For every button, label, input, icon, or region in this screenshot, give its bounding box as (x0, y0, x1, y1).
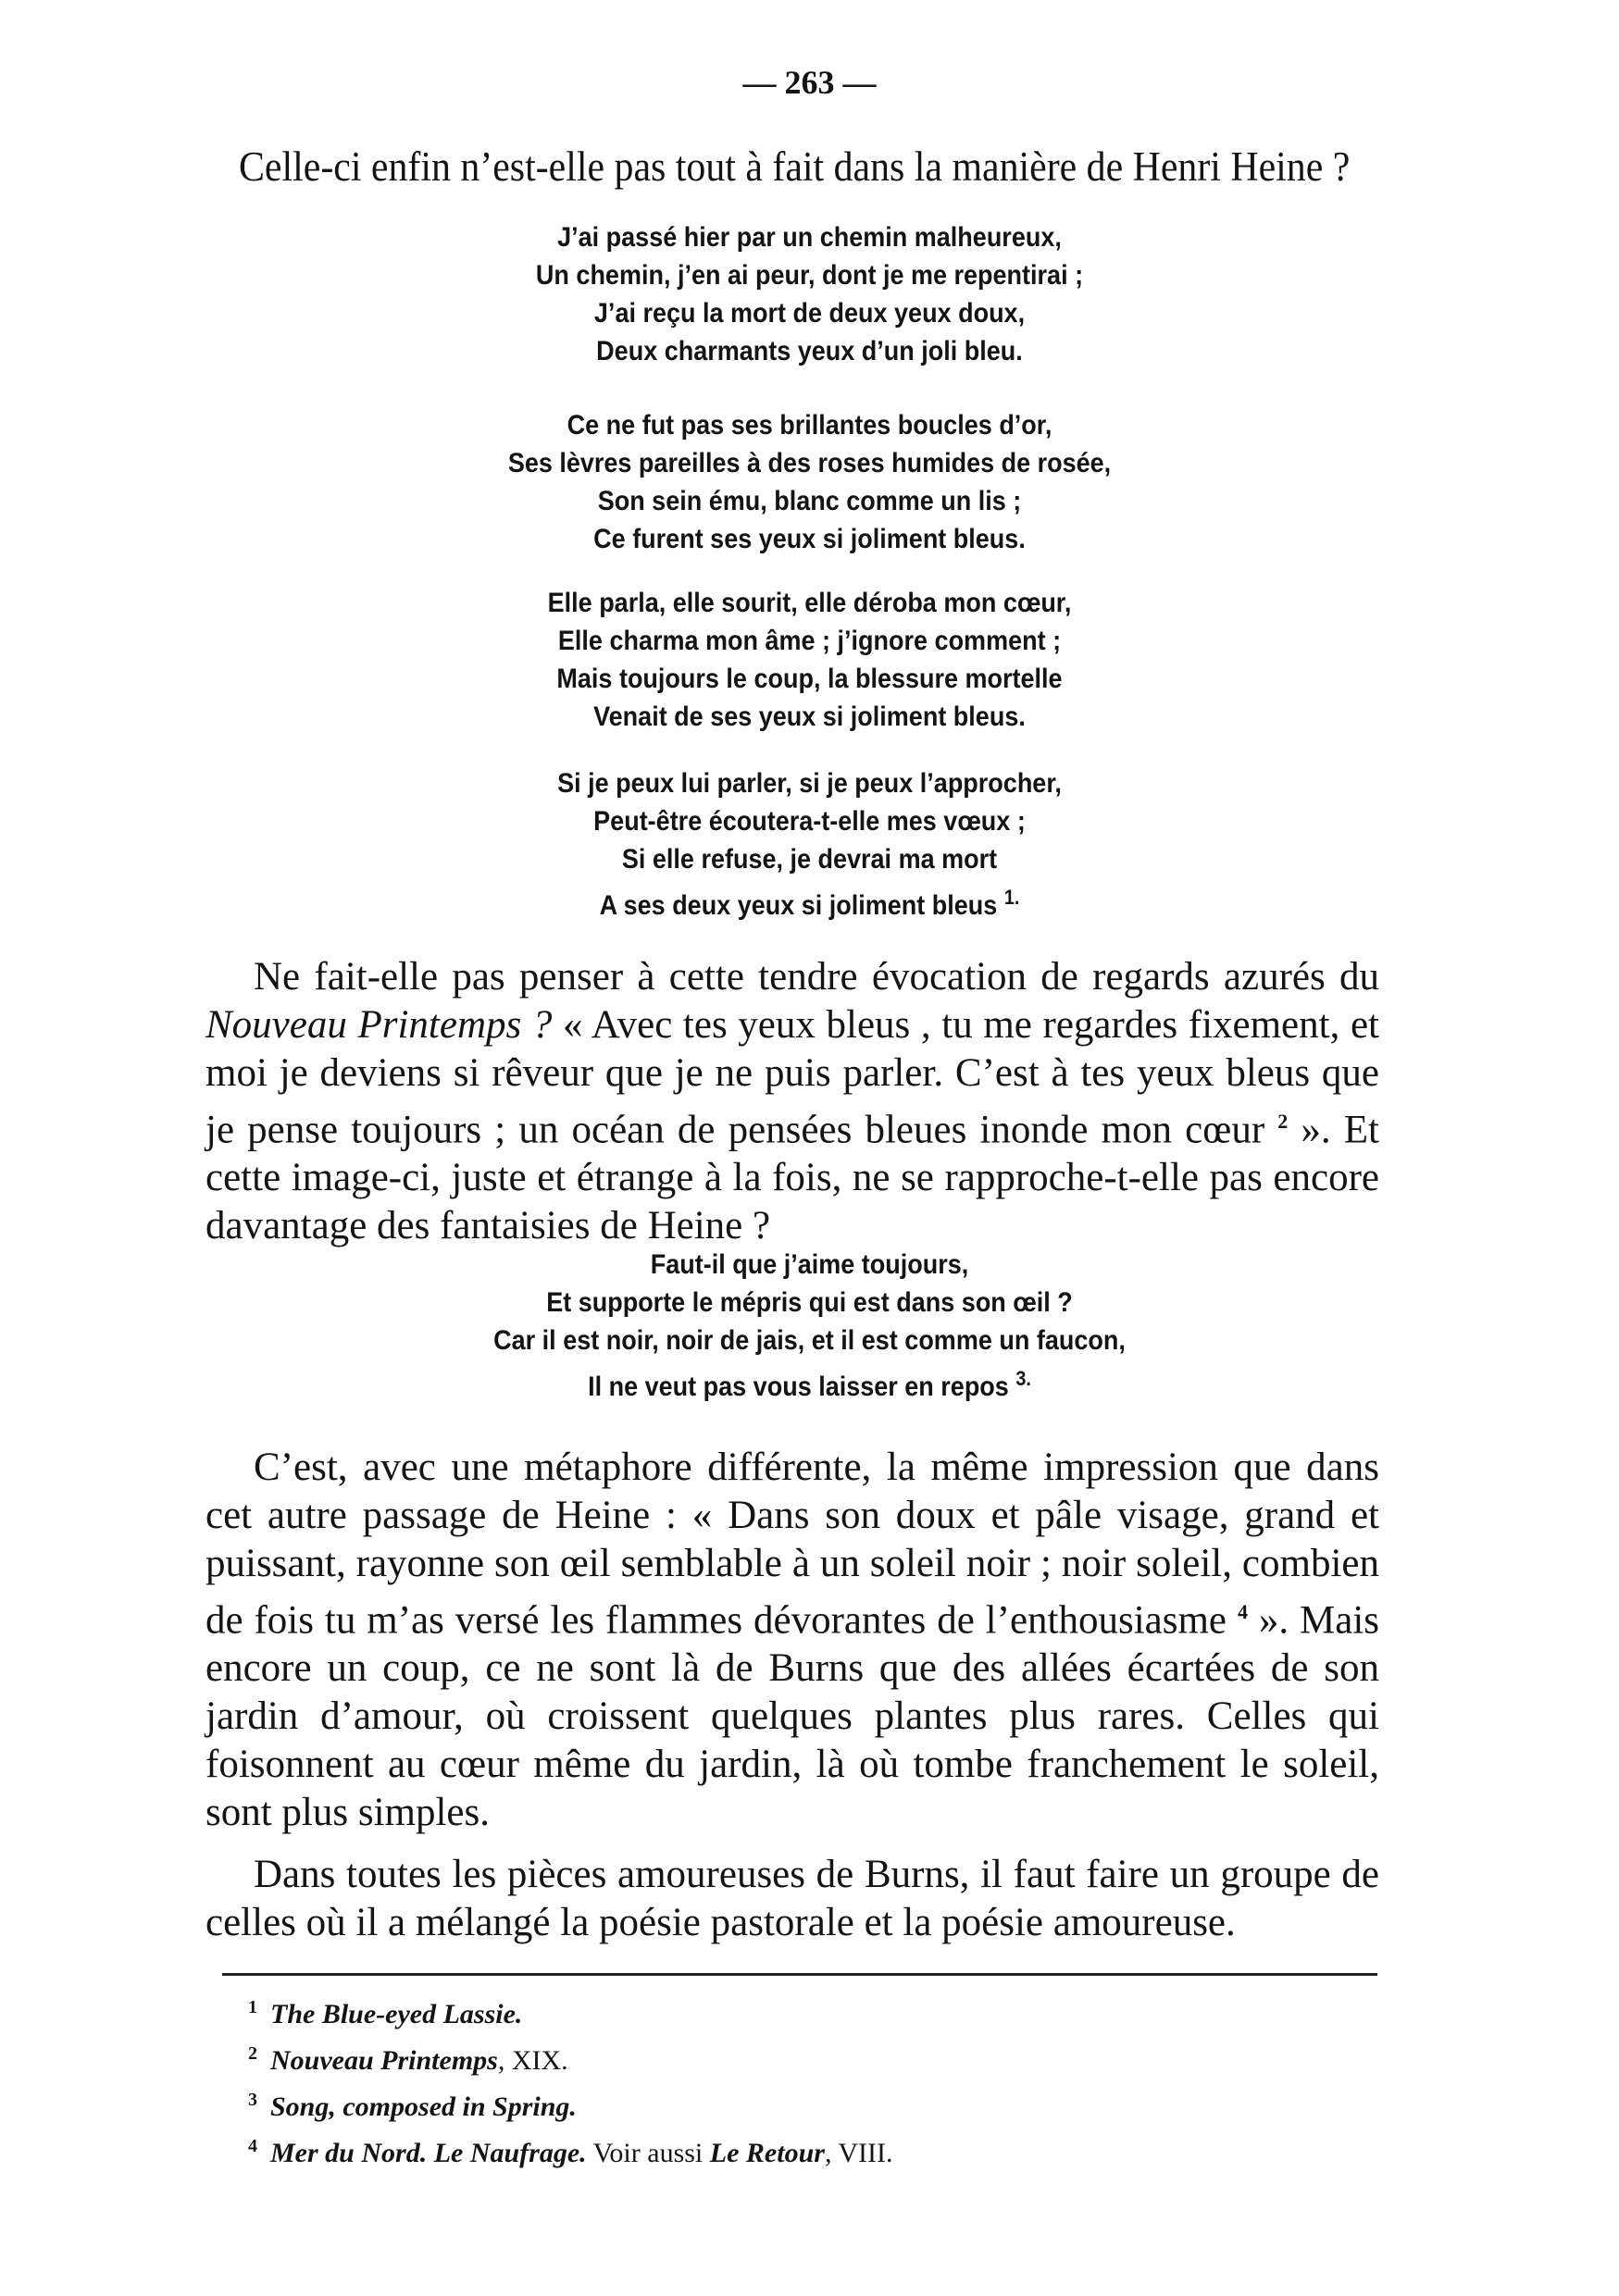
verse-text: Il ne veut pas vous laisser en repos (588, 1371, 1009, 1402)
verse-line: Venait de ses yeux si joliment bleus. (593, 701, 1026, 732)
footnote-ref-3: 3. (1015, 1367, 1031, 1390)
footnote-mark: 4 (248, 2136, 257, 2156)
verse-line: Et supporte le mépris qui est dans son œil ? (546, 1287, 1073, 1318)
paragraph-3 (205, 1851, 1379, 1947)
footnote-text: Voir aussi (586, 2138, 710, 2168)
verse-line: Si elle refuse, je devrai ma mort (621, 844, 998, 875)
paragraph-1 (205, 953, 1379, 1250)
verse-line: J’ai reçu la mort de deux yeux doux, (593, 298, 1026, 329)
verse-text: A ses deux yeux si joliment bleus (599, 890, 998, 921)
verse-line: Son sein ému, blanc comme un lis ; (597, 486, 1022, 516)
footnote-text: , VIII. (824, 2138, 893, 2168)
paragraph-text: « Avec tes yeux bleus , tu me regardes fixement, et moi je deviens si rêveur que je ne puis parler. C’est à tes yeux bleus que je pense toujours ; un océan de pensées bleues inonde mon cœur (205, 1003, 1379, 1152)
footnote-ref-2: 2 (1277, 1110, 1289, 1133)
paragraph-text: Dans toutes les pièces amoureuses de Burns, il faut faire un groupe de celles où il a mélangé la poésie pastorale et la poésie amoureuse. (205, 1853, 1379, 1944)
footnote-ref-1: 1. (1003, 886, 1020, 909)
poem-stanza-2 (0, 406, 1619, 558)
footnote-1 (248, 1988, 1359, 2034)
footnote-3 (248, 2080, 1359, 2127)
poem-stanza-4 (0, 764, 1619, 925)
paragraph-text: C’est, avec une métaphore différente, la même impression que dans cet autre passage de Heine : « Dans son doux et pâle visage, grand et puissant, rayonne son œil semblable à un soleil noir ; noir soleil, combien de fois tu m’as versé les flammes dévorantes de l’enthousiasme (205, 1446, 1379, 1643)
footnote-divider (222, 1973, 1377, 1976)
footnote-4 (248, 2127, 1359, 2173)
verse-line: Mais toujours le coup, la blessure mortelle (556, 664, 1063, 694)
verse-line: Elle charma mon âme ; j’ignore comment ; (557, 626, 1062, 656)
footnote-title: Le Retour (709, 2138, 825, 2168)
footnote-title: Song, composed in Spring. (270, 2091, 577, 2122)
verse-line: Ses lèvres pareilles à des roses humides de rosée, (507, 448, 1112, 478)
paragraph-text: Ne fait-elle pas penser à cette tendre évocation de regards azurés du (254, 955, 1379, 999)
book-title: Nouveau Printemps ? (205, 1003, 553, 1047)
footnote-title: The Blue-eyed Lassie. (270, 1999, 523, 2029)
verse-line: Car il est noir, noir de jais, et il est comme un faucon, (493, 1325, 1126, 1356)
verse-line: J’ai passé hier par un chemin malheureux, (557, 222, 1062, 253)
verse-line-last (81, 1359, 1538, 1406)
paragraph-text: ». Et cette image-ci, juste et étrange à la fois, ne se rapproche-t-elle pas encore davantage des fantaisies de Heine ? (205, 1108, 1380, 1248)
verse-line: Ce ne fut pas ses brillantes boucles d’or, (567, 410, 1052, 441)
verse-line: Un chemin, j’en ai peur, dont je me repentirai ; (535, 260, 1084, 291)
verse-line: Elle parla, elle sourit, elle déroba mon cœur, (547, 588, 1072, 618)
footnote-2 (248, 2034, 1359, 2080)
poem-stanza-1 (0, 218, 1619, 370)
verse-line: Si je peux lui parler, si je peux l’approcher, (557, 768, 1062, 799)
footnotes (248, 1988, 1359, 2173)
footnote-mark: 1 (248, 1997, 257, 2017)
verse-line: Faut-il que j’aime toujours, (650, 1249, 969, 1280)
poem-stanza-5 (0, 1246, 1619, 1406)
verse-line-last (81, 878, 1538, 925)
footnote-mark: 3 (248, 2090, 257, 2110)
footnote-text: , XIX. (497, 2045, 568, 2076)
verse-line: Peut-être écoutera-t-elle mes vœux ; (593, 806, 1026, 837)
poem-stanza-3 (0, 584, 1619, 736)
footnote-title: Nouveau Printemps (270, 2045, 498, 2076)
verse-line: Deux charmants yeux d’un joli bleu. (596, 336, 1023, 366)
footnote-title: Mer du Nord. Le Naufrage. (270, 2138, 587, 2168)
page-number: — 263 — (742, 64, 877, 101)
verse-line: Ce furent ses yeux si joliment bleus. (593, 524, 1026, 554)
footnote-ref-4: 4 (1237, 1600, 1248, 1623)
intro-sentence: Celle-ci enfin n’est-elle pas tout à fait dans la manière de Henri Heine ? (239, 143, 1351, 190)
paragraph-2 (205, 1444, 1379, 1837)
footnote-mark: 2 (248, 2043, 257, 2064)
paragraph-text: ». Mais encore un coup, ce ne sont là de Burns que des allées écartées de son jardin d’amour, où croissent quelques plantes plus rares. Celles qui foisonnent au cœur même du jardin, là où tombe franchement le soleil, sont plus simples. (205, 1598, 1380, 1835)
